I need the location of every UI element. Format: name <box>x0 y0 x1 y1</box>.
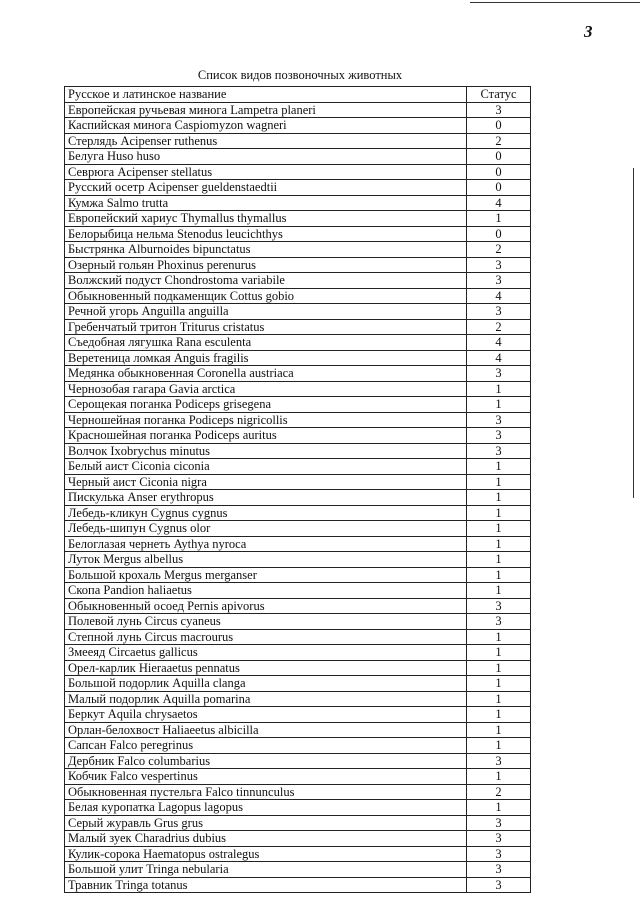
table-row <box>65 412 531 428</box>
species-status: 2 <box>466 784 530 800</box>
table-row <box>65 862 531 878</box>
species-name: Черношейная поганка Podiceps nigricollis <box>65 412 467 428</box>
species-name: Беркут Aquila chrysaetos <box>65 707 467 723</box>
header-status: Статус <box>466 87 530 103</box>
table-row <box>65 800 531 816</box>
species-status: 0 <box>466 164 530 180</box>
table-row <box>65 738 531 754</box>
table-row <box>65 753 531 769</box>
species-status: 3 <box>466 443 530 459</box>
species-status: 1 <box>466 676 530 692</box>
species-status: 1 <box>466 211 530 227</box>
table-row <box>65 459 531 475</box>
page-title: Список видов позвоночных животных <box>197 68 403 82</box>
table-row <box>65 645 531 661</box>
species-status: 1 <box>466 552 530 568</box>
species-status: 4 <box>466 335 530 351</box>
species-name: Каспийская минога Caspiomyzon wagneri <box>65 118 467 134</box>
table-row <box>65 536 531 552</box>
species-table <box>64 86 531 893</box>
species-name: Черный аист Ciconia nigra <box>65 474 467 490</box>
table-row <box>65 443 531 459</box>
species-name: Сапсан Falco peregrinus <box>65 738 467 754</box>
table-row <box>65 288 531 304</box>
page-number: 3 <box>584 22 593 41</box>
species-status: 1 <box>466 474 530 490</box>
table-row <box>65 505 531 521</box>
table-row <box>65 226 531 242</box>
table-row <box>65 552 531 568</box>
table-row <box>65 211 531 227</box>
species-status: 2 <box>466 133 530 149</box>
species-status: 1 <box>466 769 530 785</box>
species-status: 3 <box>466 753 530 769</box>
species-name: Красношейная поганка Podiceps auritus <box>65 428 467 444</box>
species-name: Белая куропатка Lagopus lagopus <box>65 800 467 816</box>
species-name: Большой крохаль Mergus merganser <box>65 567 467 583</box>
table-row <box>65 831 531 847</box>
species-name: Европейская ручьевая минога Lampetra planeri <box>65 102 467 118</box>
species-status: 3 <box>466 831 530 847</box>
species-status: 1 <box>466 381 530 397</box>
table-header-row <box>65 87 531 103</box>
species-status: 1 <box>466 583 530 599</box>
species-status: 3 <box>466 877 530 893</box>
table-row <box>65 102 531 118</box>
species-name: Лебедь-шипун Cygnus olor <box>65 521 467 537</box>
table-row <box>65 164 531 180</box>
table-row <box>65 273 531 289</box>
species-name: Малый подорлик Aquilla pomarina <box>65 691 467 707</box>
species-name: Орлан-белохвост Haliaeetus albicilla <box>65 722 467 738</box>
species-name: Орел-карлик Hieraaetus pennatus <box>65 660 467 676</box>
species-name: Белорыбица нельма Stenodus leucichthys <box>65 226 467 242</box>
species-name: Стерлядь Acipenser ruthenus <box>65 133 467 149</box>
table-row <box>65 366 531 382</box>
species-name: Волжский подуст Chondrostoma variabile <box>65 273 467 289</box>
species-name: Озерный гольян Phoxinus perenurus <box>65 257 467 273</box>
species-status: 3 <box>466 102 530 118</box>
species-name: Обыкновенный подкаменщик Cottus gobio <box>65 288 467 304</box>
table-row <box>65 133 531 149</box>
table-row <box>65 319 531 335</box>
table-row <box>65 428 531 444</box>
species-name: Съедобная лягушка Rana esculenta <box>65 335 467 351</box>
species-status: 1 <box>466 722 530 738</box>
species-name: Русский осетр Acipenser gueldenstaedtii <box>65 180 467 196</box>
species-status: 1 <box>466 536 530 552</box>
species-name: Медянка обыкновенная Coronella austriaca <box>65 366 467 382</box>
species-status: 1 <box>466 490 530 506</box>
species-status: 1 <box>466 567 530 583</box>
table-row <box>65 769 531 785</box>
table-row <box>65 335 531 351</box>
species-name: Луток Mergus albellus <box>65 552 467 568</box>
species-status: 4 <box>466 350 530 366</box>
table-row <box>65 180 531 196</box>
species-name: Белый аист Ciconia ciconia <box>65 459 467 475</box>
species-name: Малый зуек Charadrius dubius <box>65 831 467 847</box>
species-name: Лебедь-кликун Cygnus cygnus <box>65 505 467 521</box>
species-name: Травник Tringa totanus <box>65 877 467 893</box>
species-name: Белоглазая чернеть Aythya nyroca <box>65 536 467 552</box>
table-row <box>65 257 531 273</box>
table-row <box>65 676 531 692</box>
table-row <box>65 118 531 134</box>
species-status: 1 <box>466 505 530 521</box>
species-status: 0 <box>466 226 530 242</box>
species-table-body <box>65 102 531 893</box>
table-row <box>65 784 531 800</box>
species-name: Степной лунь Circus macrourus <box>65 629 467 645</box>
table-row <box>65 583 531 599</box>
species-name: Белуга Huso huso <box>65 149 467 165</box>
species-status: 1 <box>466 738 530 754</box>
table-row <box>65 304 531 320</box>
species-name: Дербник Falco columbarius <box>65 753 467 769</box>
table-row <box>65 242 531 258</box>
species-status: 0 <box>466 149 530 165</box>
species-name: Севрюга Acipenser stellatus <box>65 164 467 180</box>
species-name: Чернозобая гагара Gavia arctica <box>65 381 467 397</box>
table-row <box>65 474 531 490</box>
species-name: Большой улит Tringa nebularia <box>65 862 467 878</box>
table-row <box>65 521 531 537</box>
species-status: 3 <box>466 366 530 382</box>
species-name: Европейский хариус Thymallus thymallus <box>65 211 467 227</box>
species-status: 0 <box>466 180 530 196</box>
table-row <box>65 381 531 397</box>
species-status: 1 <box>466 800 530 816</box>
species-name: Обыкновенная пустельга Falco tinnunculus <box>65 784 467 800</box>
table-row <box>65 149 531 165</box>
species-name: Речной угорь Anguilla anguilla <box>65 304 467 320</box>
table-row <box>65 877 531 893</box>
species-status: 1 <box>466 645 530 661</box>
species-status: 4 <box>466 195 530 211</box>
species-status: 1 <box>466 521 530 537</box>
species-status: 3 <box>466 846 530 862</box>
species-status: 1 <box>466 691 530 707</box>
species-name: Полевой лунь Circus cyaneus <box>65 614 467 630</box>
species-name: Волчок Ixobrychus minutus <box>65 443 467 459</box>
table-row <box>65 815 531 831</box>
species-status: 4 <box>466 288 530 304</box>
scan-edge-line-right <box>633 168 634 498</box>
species-status: 3 <box>466 304 530 320</box>
species-name: Большой подорлик Aquilla clanga <box>65 676 467 692</box>
species-status: 1 <box>466 707 530 723</box>
species-status: 3 <box>466 257 530 273</box>
table-row <box>65 490 531 506</box>
table-row <box>65 722 531 738</box>
species-name: Гребенчатый тритон Triturus cristatus <box>65 319 467 335</box>
species-status: 1 <box>466 629 530 645</box>
species-status: 1 <box>466 459 530 475</box>
species-name: Быстрянка Alburnoides bipunctatus <box>65 242 467 258</box>
species-status: 3 <box>466 598 530 614</box>
species-name: Кобчик Falco vespertinus <box>65 769 467 785</box>
species-status: 3 <box>466 428 530 444</box>
species-status: 3 <box>466 614 530 630</box>
species-status: 2 <box>466 319 530 335</box>
table-row <box>65 691 531 707</box>
species-name: Змееяд Circaetus gallicus <box>65 645 467 661</box>
table-row <box>65 598 531 614</box>
species-name: Серый журавль Grus grus <box>65 815 467 831</box>
table-row <box>65 350 531 366</box>
table-row <box>65 660 531 676</box>
species-status: 1 <box>466 660 530 676</box>
header-name: Русское и латинское название <box>65 87 467 103</box>
species-status: 3 <box>466 273 530 289</box>
species-name: Серощекая поганка Podiceps grisegena <box>65 397 467 413</box>
table-row <box>65 567 531 583</box>
scan-edge-line-top <box>470 2 640 3</box>
species-name: Скопа Pandion haliaetus <box>65 583 467 599</box>
species-name: Обыкновенный осоед Pernis apivorus <box>65 598 467 614</box>
table-row <box>65 614 531 630</box>
table-row <box>65 397 531 413</box>
species-status: 2 <box>466 242 530 258</box>
table-row <box>65 629 531 645</box>
species-name: Веретеница ломкая Anguis fragilis <box>65 350 467 366</box>
species-name: Кумжа Salmo trutta <box>65 195 467 211</box>
species-status: 3 <box>466 815 530 831</box>
table-row <box>65 846 531 862</box>
species-status: 0 <box>466 118 530 134</box>
species-status: 3 <box>466 862 530 878</box>
species-name: Пискулька Anser erythropus <box>65 490 467 506</box>
table-row <box>65 707 531 723</box>
table-row <box>65 195 531 211</box>
species-name: Кулик-сорока Haematopus ostralegus <box>65 846 467 862</box>
species-status: 3 <box>466 412 530 428</box>
species-status: 1 <box>466 397 530 413</box>
